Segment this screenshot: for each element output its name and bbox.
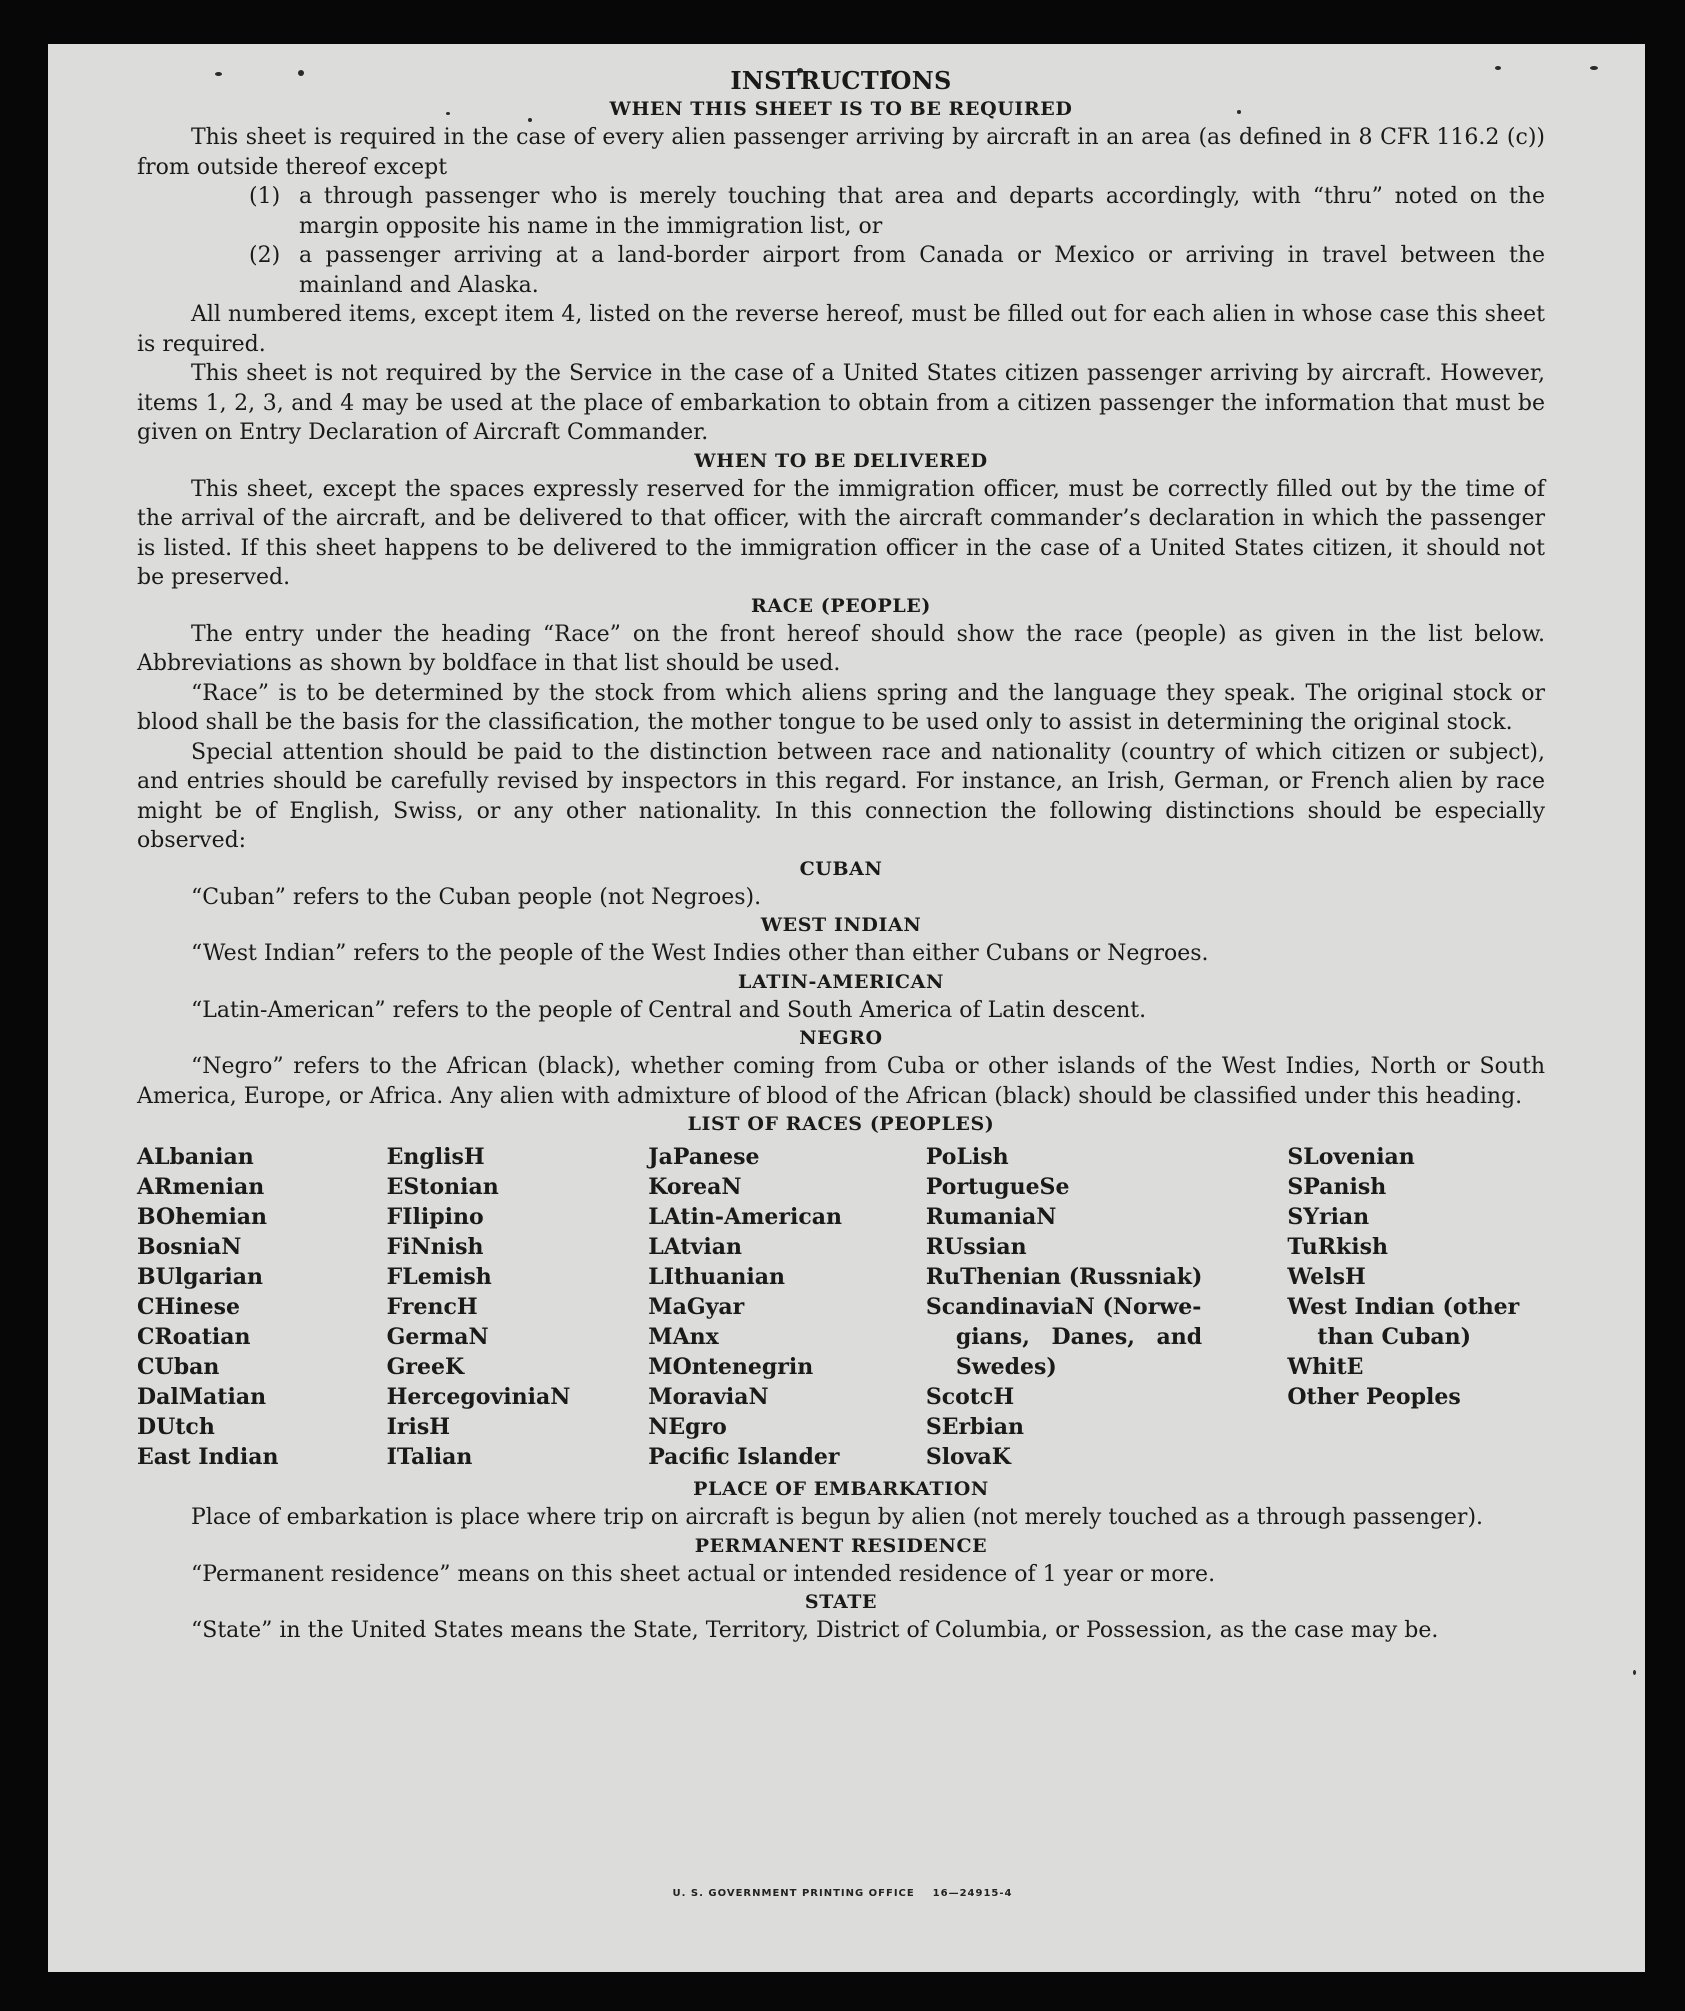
race-entry: JaPanese xyxy=(648,1144,760,1170)
delivered-paragraph: This sheet, except the spaces expressly reserved for the immigration officer, must be correctly filled out by the time of the arrival of the aircraft, and be delivered to that officer, with the aircraft commander’s declaration in which the passenger is listed. If this sheet happens to be delivered to the immigration officer in the case of a United States citizen, it should not be preserved. xyxy=(137,476,1545,590)
race-entry: than Cuban) xyxy=(1317,1324,1472,1350)
race-entry: PortugueSe xyxy=(925,1174,1070,1200)
race-paragraph-nationality: Special attention should be paid to the distinction between race and nationality (country of which citizen or subject), and entries should be carefully revised by inspectors in this regard. For instance, an Irish, German, or French alien by race might be of English, Swiss, or any other nationality. In this connection the following distinctions should be especially observed: xyxy=(137,739,1545,853)
heading-cuban: CUBAN xyxy=(799,857,883,880)
west-indian-definition: “West Indian” refers to the people of the West Indies other than either Cubans or Negroes. xyxy=(191,941,1209,966)
heading-west-indian: WEST INDIAN xyxy=(760,914,922,936)
race-entry: LIthuanian xyxy=(648,1264,786,1290)
race-entry: RuThenian (Russniak) xyxy=(925,1264,1203,1290)
state-definition: “State” in the United States means the State, Territory, District of Columbia, or Possession, as the case may be. xyxy=(191,1618,1439,1643)
race-entry: PoLish xyxy=(925,1144,1009,1170)
race-entry: BUlgarian xyxy=(137,1264,263,1290)
exception-item xyxy=(249,182,1545,241)
cuban-definition: “Cuban” refers to the Cuban people (not Negroes). xyxy=(191,884,762,910)
race-entry: NEgro xyxy=(648,1414,727,1440)
race-entry: DUtch xyxy=(137,1414,215,1440)
race-entry: BosniaN xyxy=(137,1234,242,1260)
race-entry: ScotcH xyxy=(925,1384,1015,1410)
race-column xyxy=(648,1142,926,1472)
race-entry: SYrian xyxy=(1287,1204,1370,1230)
heading-permanent-residence: PERMANENT RESIDENCE xyxy=(694,1534,988,1557)
instructions-body xyxy=(137,66,1545,1646)
race-entry: GreeK xyxy=(386,1354,465,1380)
negro-definition: “Negro” refers to the African (black), whether coming from Cuba or other islands of the West Indies, North or South America, Europe, or Africa. Any alien with admixture of blood of the African (black) should be classified under this heading. xyxy=(137,1054,1545,1109)
race-entry: LAtvian xyxy=(648,1234,742,1260)
race-entry: RUssian xyxy=(925,1234,1027,1260)
race-entry: West Indian (other xyxy=(1287,1294,1520,1320)
heading-when-required: WHEN THIS SHEET IS TO BE REQUIRED xyxy=(609,98,1073,120)
race-entry: DalMatian xyxy=(137,1384,267,1410)
race-entry: IrisH xyxy=(386,1414,451,1440)
exception-number: (1) xyxy=(249,184,281,209)
heading-list-of-races: LIST OF RACES (PEOPLES) xyxy=(687,1113,995,1135)
race-entry: East Indian xyxy=(137,1444,279,1470)
race-entry: FIlipino xyxy=(386,1204,484,1230)
race-column xyxy=(387,1142,649,1472)
race-entry: MOntenegrin xyxy=(648,1354,814,1380)
heading-place-of-embarkation: PLACE OF EMBARKATION xyxy=(693,1478,989,1500)
embarkation-definition: Place of embarkation is place where trip on aircraft is begun by alien (not merely touched as a through passenger). xyxy=(191,1505,1484,1530)
race-entry: CRoatian xyxy=(137,1324,251,1350)
race-entry: TuRkish xyxy=(1287,1234,1389,1260)
required-paragraph-citizens: This sheet is not required by the Service in the case of a United States citizen passenger arriving by aircraft. However, items 1, 2, 3, and 4 may be used at the place of embarkation to obtain from a citizen passenger the information that must be given on Entry Declaration of Aircraft Commander. xyxy=(137,361,1545,445)
race-entry: FLemish xyxy=(386,1264,492,1290)
race-entry: KoreaN xyxy=(648,1174,742,1200)
heading-when-delivered: WHEN TO BE DELIVERED xyxy=(694,449,988,472)
race-entry: EnglisH xyxy=(386,1144,485,1170)
race-column xyxy=(926,1142,1211,1472)
race-entry: SLovenian xyxy=(1287,1144,1415,1170)
residence-definition: “Permanent residence” means on this sheet actual or intended residence of 1 year or more. xyxy=(191,1561,1216,1587)
required-intro: This sheet is required in the case of every alien passenger arriving by aircraft in an area (as defined in 8 CFR 116.2 (c)) from outside thereof except xyxy=(137,125,1545,180)
race-column xyxy=(137,1142,387,1472)
race-column xyxy=(1287,1142,1545,1472)
page-title: INSTRUCTIONS xyxy=(730,66,952,95)
required-paragraph-numbered-items: All numbered items, except item 4, listed on the reverse hereof, must be filled out for each alien in whose case this sheet is required. xyxy=(137,302,1545,357)
heading-latin-american: LATIN-AMERICAN xyxy=(738,970,944,993)
printer-imprint: U. S. GOVERNMENT PRINTING OFFICE 16—24915-4 xyxy=(672,1888,1013,1899)
race-entry: EStonian xyxy=(386,1174,499,1200)
race-entry: SPanish xyxy=(1287,1174,1387,1200)
race-entry: BOhemian xyxy=(137,1204,268,1230)
race-entry: LAtin-American xyxy=(648,1204,842,1230)
race-entry: WhitE xyxy=(1287,1354,1364,1380)
latin-american-definition: “Latin-American” refers to the people of Central and South America of Latin descent. xyxy=(191,997,1147,1023)
speck-mark xyxy=(1633,1670,1636,1675)
race-entry: RumaniaN xyxy=(925,1204,1057,1230)
race-entry: MaGyar xyxy=(648,1294,745,1320)
race-entry: Other Peoples xyxy=(1287,1384,1461,1410)
exception-item xyxy=(249,241,1545,300)
race-entry: HercegoviniaN xyxy=(386,1384,571,1410)
race-entry: ARmenian xyxy=(137,1174,265,1200)
heading-race: RACE (PEOPLE) xyxy=(751,594,931,617)
exception-text: a through passenger who is merely touching that area and departs accordingly, with “thru” noted on the margin opposite his name in the immigration list, or xyxy=(299,184,1545,239)
race-entry: CHinese xyxy=(137,1294,241,1320)
exception-text: a passenger arriving at a land-border airport from Canada or Mexico or arriving in travel between the mainland and Alaska. xyxy=(299,243,1545,298)
race-entry: MAnx xyxy=(648,1324,719,1350)
race-entry: MoraviaN xyxy=(648,1384,769,1410)
race-entry: SErbian xyxy=(925,1414,1025,1440)
race-entry: CUban xyxy=(137,1354,220,1380)
race-paragraph-stock: “Race” is to be determined by the stock from which aliens spring and the language they speak. The original stock or blood shall be the basis for the classification, the mother tongue to be used only to assist in determining the original stock. xyxy=(137,680,1545,735)
heading-negro: NEGRO xyxy=(799,1027,883,1049)
race-entry: gians, Danes, and xyxy=(955,1324,1203,1350)
speck-mark xyxy=(1590,66,1598,70)
race-list xyxy=(137,1142,1545,1472)
race-entry: Swedes) xyxy=(955,1354,1057,1380)
race-entry: WelsH xyxy=(1287,1264,1366,1290)
race-entry: GermaN xyxy=(386,1324,489,1350)
race-entry: FrencH xyxy=(386,1294,478,1320)
heading-state: STATE xyxy=(804,1591,878,1613)
race-paragraph-entry: The entry under the heading “Race” on the front hereof should show the race (people) as given in the list below. Abbreviations as shown by boldface in that list should be used. xyxy=(137,621,1545,676)
exception-number: (2) xyxy=(249,243,281,268)
race-entry: ALbanian xyxy=(137,1144,254,1170)
race-entry: ScandinaviaN (Norwe- xyxy=(925,1294,1202,1320)
race-entry: SlovaK xyxy=(925,1444,1011,1470)
race-entry: Pacific Islander xyxy=(648,1444,840,1470)
race-entry: FiNnish xyxy=(386,1234,484,1260)
race-entry: ITalian xyxy=(386,1444,473,1470)
